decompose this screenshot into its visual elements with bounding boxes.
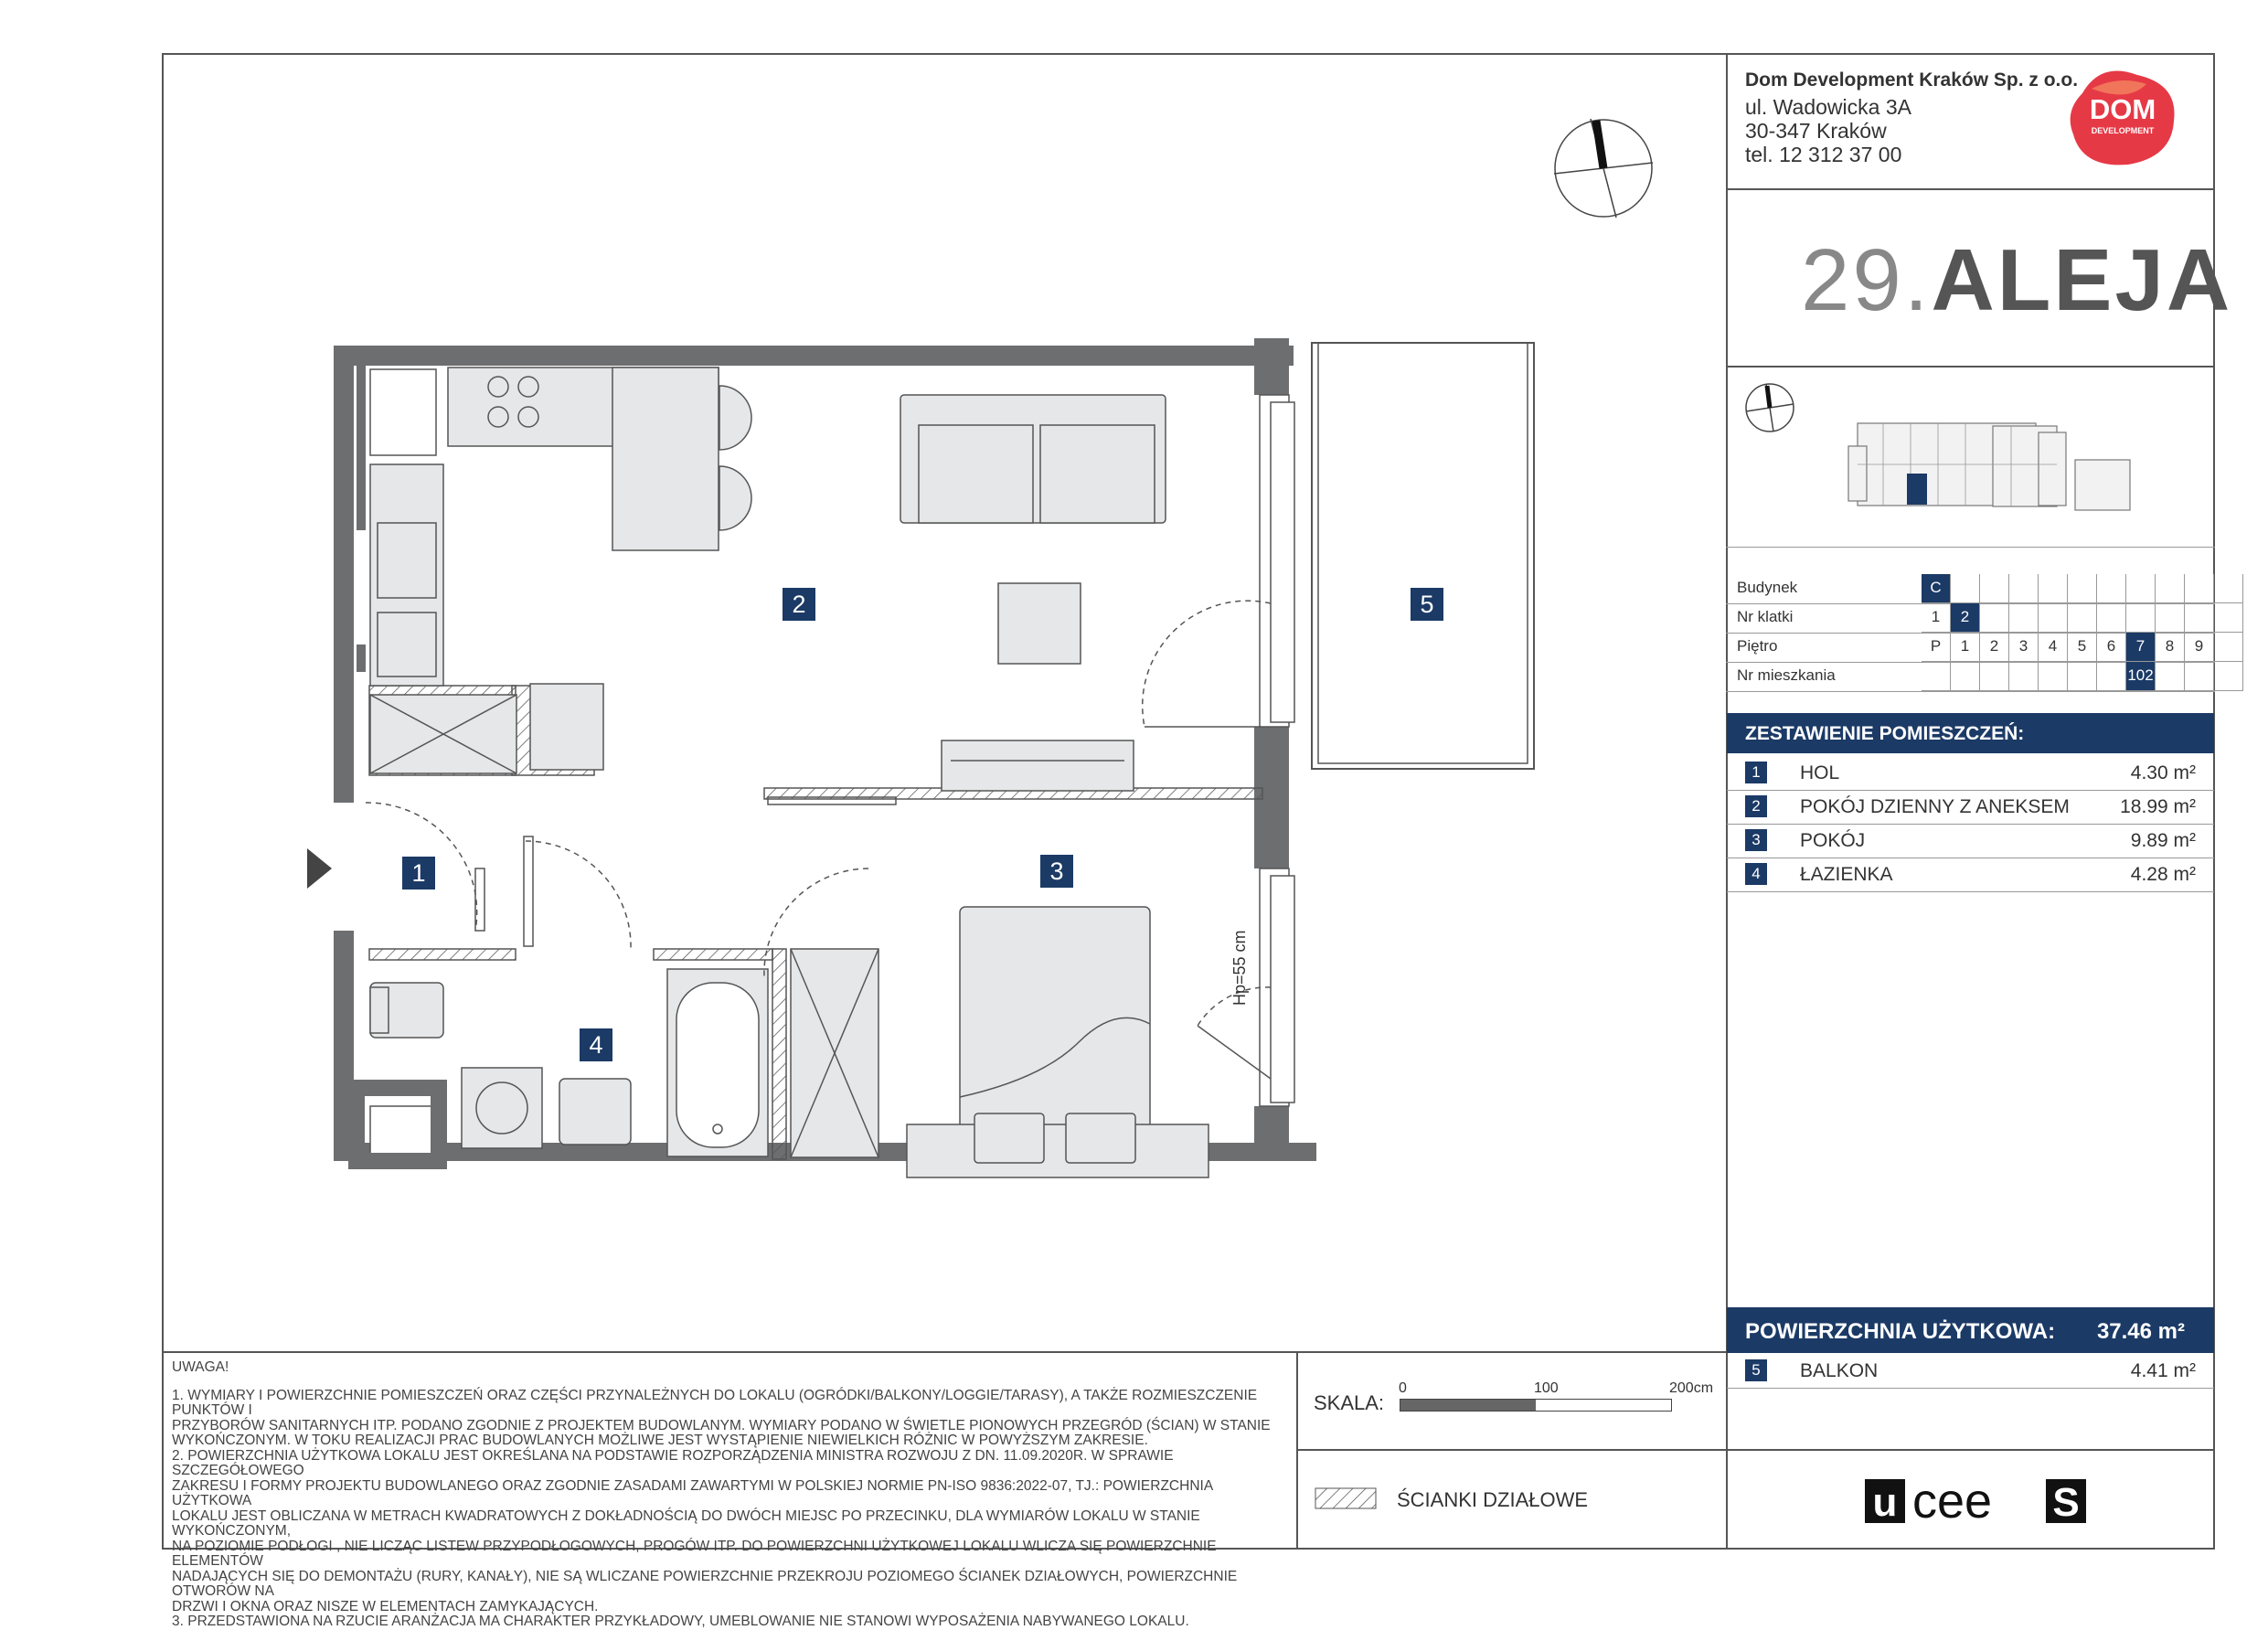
info-cell (2039, 603, 2068, 633)
project-logo (1801, 230, 2232, 331)
info-cell (1951, 662, 1980, 691)
scale-tick-0: 0 (1399, 1380, 1407, 1396)
bedroom-furniture (907, 907, 1209, 1177)
room-area: 9.89 m² (2130, 830, 2196, 851)
info-cell (2097, 603, 2126, 633)
dom-logo-text: DOM (2089, 93, 2156, 125)
north-arrow-small-icon (1746, 384, 1794, 431)
room-number: 4 (1745, 863, 1767, 885)
company-address-city: 30-347 Kraków (1745, 119, 1887, 143)
living-furniture (900, 395, 1166, 791)
partition-legend-swatch (1315, 1487, 1379, 1511)
window-height-note: Hp=55 cm (1230, 930, 1249, 1006)
scale-bar (1400, 1399, 1672, 1412)
notes-line: 3. PRZEDSTAWIONA NA RZUCIE ARANŻACJA MA CHARAKTER PRZYKŁADOWY, UMEBLOWANIE NIE STANOWI WYPOSAŻENIA NABYWANEGO LOKALU. (172, 1614, 1189, 1629)
company-name: Dom Development Kraków Sp. z o.o. (1745, 69, 2079, 91)
info-cell (1922, 662, 1951, 691)
legend-label: ŚCIANKI DZIAŁOWE (1397, 1488, 1589, 1511)
shaft (370, 369, 436, 455)
room-label-3: 3 (1040, 855, 1073, 888)
svg-text:u: u (1872, 1480, 1898, 1525)
info-cell (2009, 662, 2039, 691)
room-label-4: 4 (580, 1028, 612, 1061)
svg-text:cee: cee (1912, 1476, 1993, 1527)
notes-line: ZAKRESU I FORMY PROJEKTU BUDOWLANEGO ORAZ ZGODNIE ZASADAMI ZAWARTYMI W POLSKIEJ NORMIE PN-ISO 9836:2022-07, TJ.: POWIERZCHNIA UŻYTKOWA (172, 1477, 1213, 1508)
room-number: 2 (1745, 795, 1767, 817)
shaft (370, 1106, 434, 1156)
project-logo-number: 29. (1801, 231, 1932, 329)
balcony-name: BALKON (1800, 1360, 1879, 1381)
info-cell (2156, 603, 2185, 633)
room-name: POKÓJ (1800, 830, 1866, 851)
notes-line: PRZYBORÓW SANITARNYCH ITP. PODANO ZGODNIE Z PROJEKTEM BUDOWLANYM. WYMIARY PODANO W ŚWIETLE PIONOWYCH PRZEGRÓD (ŚCIAN) W STANIE (172, 1417, 1271, 1433)
bar-stools (719, 386, 751, 530)
usable-area-bar (1727, 1307, 2214, 1353)
info-cell (2068, 603, 2097, 633)
info-cell (2009, 574, 2039, 603)
notes-line: NA POZIOMIE PODŁOGI , NIE LICZĄC LISTEW PRZYPODŁOGOWYCH, PROGÓW ITP. DO POWIERZCHNI UŻYTKOWEJ LOKALU WLICZA SIĘ POWIERZCHNIE ELEMENTÓW (172, 1538, 1217, 1569)
info-cell (2126, 603, 2156, 633)
balcony (1312, 343, 1534, 769)
info-row-label: Nr klatki (1737, 608, 1794, 625)
building-key-plan (1737, 373, 2212, 547)
info-cell (1980, 603, 2009, 633)
balcony-number: 5 (1745, 1359, 1767, 1381)
scale-tick-200: 200cm (1669, 1380, 1714, 1396)
info-row-label: Budynek (1737, 579, 1798, 596)
room-row (1727, 825, 2214, 858)
notes-line: WYKOŃCZONYM. W TOKU REALIZACJI PRAC BUDOWLANYCH MOŻLIWE JEST WYSTĄPIENIE NIEWIELKICH RÓŻNIC W POWYŻSZYM ZAKRESIE. (172, 1433, 1148, 1448)
ucees-logo (1865, 1476, 2089, 1531)
info-cell (2039, 662, 2068, 691)
room-area: 18.99 m² (2120, 796, 2196, 817)
balcony-area: 4.41 m² (2130, 1360, 2196, 1381)
info-cell (2097, 662, 2126, 691)
info-row-label: Piętro (1737, 637, 1778, 655)
info-cell (1951, 574, 1980, 603)
info-cell (2214, 603, 2243, 633)
info-cell: 3 (2009, 633, 2039, 662)
info-cell: 2 (1951, 603, 1980, 633)
info-cell (2068, 574, 2097, 603)
room-label-5: 5 (1411, 588, 1443, 621)
info-cell: 1 (1951, 633, 1980, 662)
project-logo-name: ALEJA (1931, 231, 2233, 329)
room-area: 4.28 m² (2130, 864, 2196, 885)
notes-title: UWAGA! (172, 1359, 229, 1375)
info-cell: 2 (1980, 633, 2009, 662)
notes-block (172, 1360, 1292, 1630)
info-cell (2126, 574, 2156, 603)
usable-area-value: 37.46 m² (2096, 1319, 2185, 1344)
room-area: 4.30 m² (2130, 762, 2196, 783)
room-row (1727, 858, 2214, 892)
info-cell (2009, 603, 2039, 633)
north-arrow-icon (1554, 119, 1653, 218)
info-cell (2039, 574, 2068, 603)
notes-line: DRZWI I OKNA ORAZ NISZE W ELEMENTACH ZAMYKAJĄCYCH. (172, 1598, 599, 1614)
notes-line: 2. POWIERZCHNIA UŻYTKOWA LOKALU JEST OKREŚLANA NA PODSTAWIE ROZPORZĄDZENIA MINISTRA ROZWOJU Z DN. 11.09.2020R. W SPRAWIE SZCZEGÓŁOWEGO (172, 1447, 1174, 1478)
notes-line: NADAJĄCYCH SIĘ DO DEMONTAŻU (RURY, KANAŁY), NIE SĄ WLICZANE POWIERZCHNIE PRZEKROJU POZIOMEGO ŚCIANEK DZIAŁOWYCH, POWIERZCHNIE OTWORÓW NA (172, 1568, 1238, 1599)
room-row (1727, 757, 2214, 791)
dom-development-logo (2064, 66, 2181, 168)
info-cell (2214, 662, 2243, 691)
info-row-divider (1726, 691, 2215, 692)
info-cell (1980, 574, 2009, 603)
svg-text:S: S (2052, 1480, 2080, 1525)
info-cell (2214, 574, 2243, 603)
info-cell: 7 (2126, 633, 2156, 662)
info-cell (2185, 574, 2214, 603)
info-cell: C (1922, 574, 1951, 603)
info-cell: 4 (2039, 633, 2068, 662)
info-cell (1980, 662, 2009, 691)
rooms-header-text: ZESTAWIENIE POMIESZCZEŃ: (1745, 723, 2025, 744)
info-cell: 1 (1922, 603, 1951, 633)
room-name: POKÓJ DZIENNY Z ANEKSEM (1800, 796, 2070, 817)
rooms-header (1727, 713, 2214, 753)
info-cell (2185, 603, 2214, 633)
info-cell (2156, 574, 2185, 603)
entrance-arrow-icon (307, 848, 332, 889)
info-cell (2185, 662, 2214, 691)
notes-line: LOKALU JEST OBLICZANA W METRACH KWADRATOWYCH Z DOKŁADNOŚCIĄ DO DWÓCH MIEJSC PO PRZECINKU, DLA WYMIARÓW LOKALU W STANIE WYKOŃCZONYM, (172, 1507, 1200, 1539)
room-label-1: 1 (402, 857, 435, 890)
room-row (1727, 791, 2214, 825)
info-cell: 9 (2185, 633, 2214, 662)
room-number: 1 (1745, 762, 1767, 783)
info-cell: 102 (2126, 662, 2156, 691)
room-name: HOL (1800, 762, 1840, 783)
info-cell (2068, 662, 2097, 691)
company-phone: tel. 12 312 37 00 (1745, 143, 1902, 166)
info-cell: 8 (2156, 633, 2185, 662)
info-cell: 6 (2097, 633, 2126, 662)
company-address-street: ul. Wadowicka 3A (1745, 95, 1911, 119)
balcony-row (1727, 1355, 2214, 1389)
usable-area-label: POWIERZCHNIA UŻYTKOWA: (1745, 1319, 2056, 1344)
scale-tick-100: 100 (1534, 1380, 1559, 1396)
info-cell: 5 (2068, 633, 2097, 662)
scale-label: SKALA: (1314, 1391, 1385, 1414)
room-number: 3 (1745, 829, 1767, 851)
notes-line: 1. WYMIARY I POWIERZCHNIE POMIESZCZEŃ ORAZ CZĘŚCI PRZYNALEŻNYCH DO LOKALU (OGRÓDKI/BALKONY/LOGGIE/TARASY), A TAKŻE ROZMIESZCZENIE PUNKTÓW I (172, 1387, 1258, 1418)
info-cell (2097, 574, 2126, 603)
info-cell: P (1922, 633, 1951, 662)
room-name: ŁAZIENKA (1800, 864, 1893, 885)
floor-plan (165, 55, 1728, 1344)
room-label-2: 2 (783, 588, 815, 621)
info-row-label: Nr mieszkania (1737, 666, 1836, 684)
dom-logo-subtext: DEVELOPMENT (2091, 126, 2155, 135)
info-cell (2214, 633, 2243, 662)
info-cell (2156, 662, 2185, 691)
